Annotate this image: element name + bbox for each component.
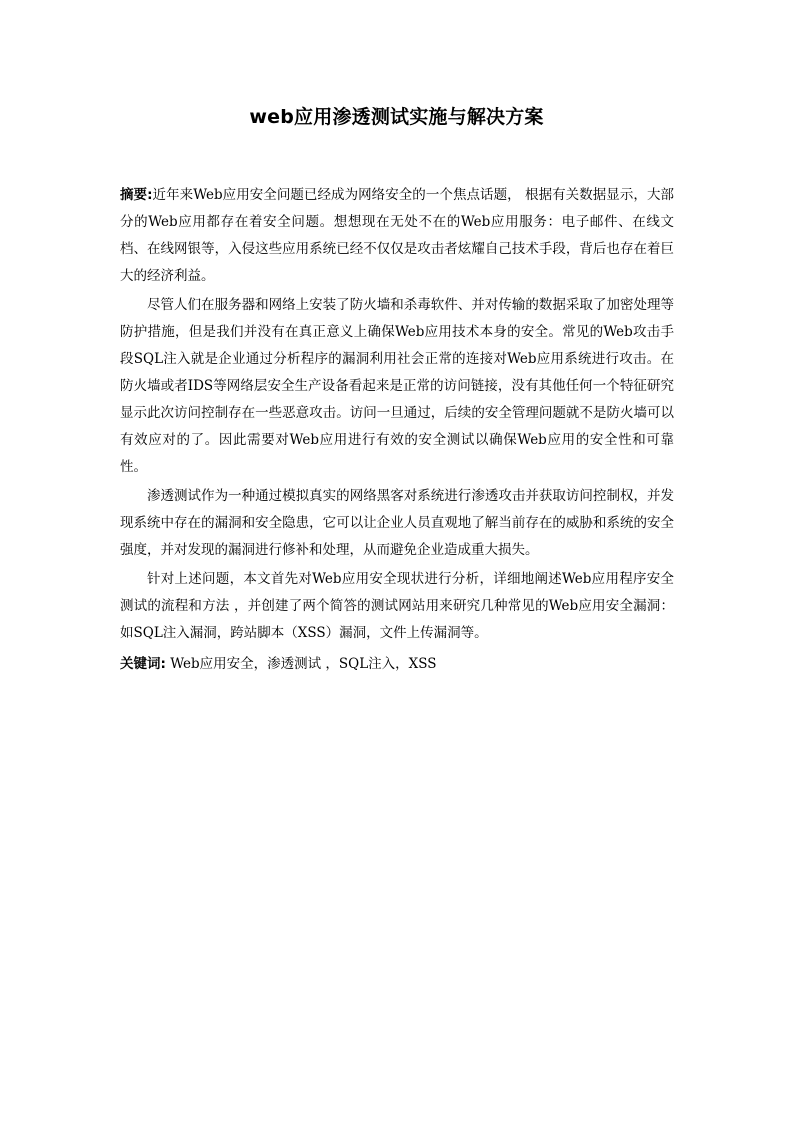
abstract-label: 摘要: <box>120 187 153 203</box>
keywords-text: Web应用安全，渗透测试 ，SQL注入，XSS <box>165 656 437 672</box>
abstract-body <box>120 182 674 680</box>
paper-title: web应用渗透测试实施与解决方案 <box>249 106 544 128</box>
keywords-line <box>120 651 674 678</box>
abstract-text: 近年来Web应用安全问题已经成为网络安全的一个焦点话题， 根据有关数据显示，大部分的Web应用都存在着安全问题。想想现在无处不在的Web应用服务：电子邮件、在线文档、在线网银等，入侵这些应用系统已经不仅仅是攻击者炫耀自己技术手段，背后也存在着巨大的经济利益。 <box>120 187 674 284</box>
body-paragraph-3: 针对上述问题，本文首先对Web应用安全现状进行分析，详细地阐述Web应用程序安全测试的流程和方法 ，并创建了两个简答的测试网站用来研究几种常见的Web应用安全漏洞：如SQL注入漏洞，跨站脚本（XSS）漏洞，文件上传漏洞等。 <box>120 571 674 641</box>
body-paragraph-2: 渗透测试作为一种通过模拟真实的网络黑客对系统进行渗透攻击并获取访问控制权，并发现系统中存在的漏洞和安全隐患，它可以让企业人员直观地了解当前存在的威胁和系统的安全强度，并对发现的漏洞进行修补和处理，从而避免企业造成重大损失。 <box>120 488 674 558</box>
abstract-paragraph <box>120 182 674 290</box>
body-paragraph-1: 尽管人们在服务器和网络上安装了防火墙和杀毒软件、并对传输的数据采取了加密处理等防护措施，但是我们并没有在真正意义上确保Web应用技术本身的安全。常见的Web攻击手段SQL注入就是企业通过分析程序的漏洞利用社会正常的连接对Web应用系统进行攻击。在防火墙或者IDS等网络层安全生产设备看起来是正常的访问链接，没有其他任何一个特征研究显示此次访问控制存在一些恶意攻击。访问一旦通过，后续的安全管理问题就不是防火墙可以有效应对的了。因此需要对Web应用进行有效的安全测试以确保Web应用的安全性和可靠性。 <box>120 297 674 475</box>
keywords-label: 关键词: <box>120 656 166 672</box>
